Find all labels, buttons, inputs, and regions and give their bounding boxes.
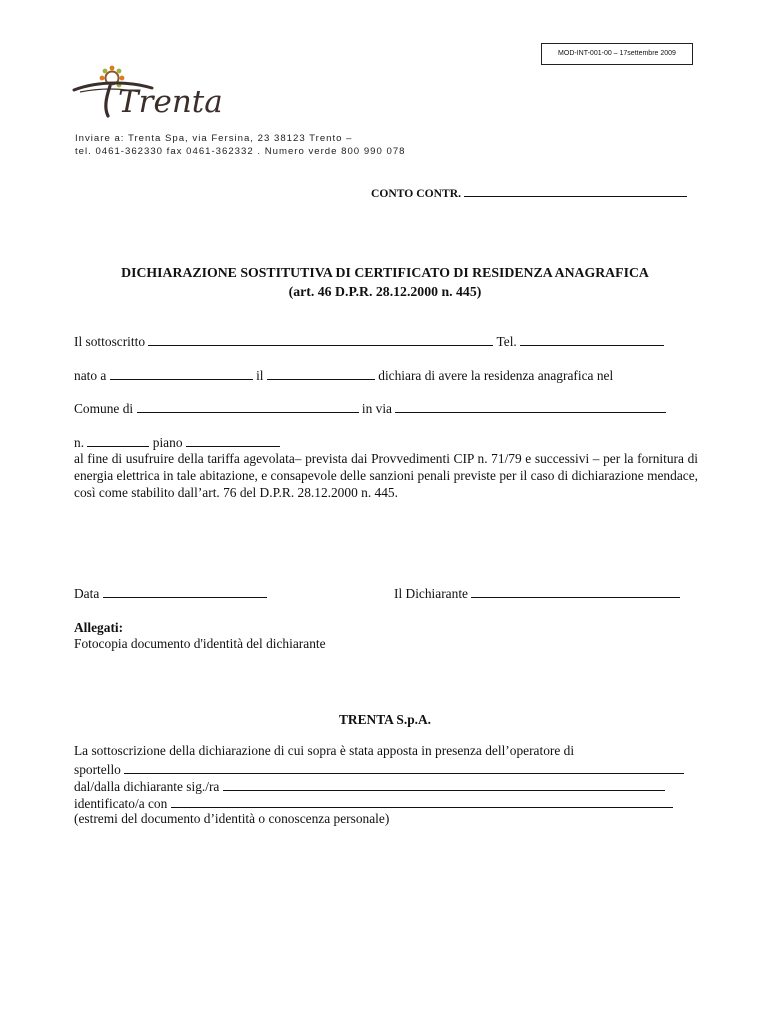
number-label: n. (74, 435, 85, 450)
logo-text: Trenta (118, 84, 223, 120)
date-row (74, 585, 267, 602)
declarant-row (394, 585, 680, 602)
declaration-body: al fine di usufruire della tariffa agevolata– prevista dai Provvedimenti CIP n. 71/79 e successivi – per la fornitura di energia elettrica in tale abitazione, e consapevole delle sanzioni penali previste per il caso di dichiarazione mendace, così come stabilito dall’art. 76 del D.P.R. 28.12.2000 n. 445. (74, 451, 698, 500)
floor-label: piano (152, 435, 183, 450)
declarant-signature-input[interactable] (471, 585, 680, 598)
birth-row (74, 367, 613, 384)
number-input[interactable] (87, 434, 149, 447)
form-code: MOD-INT-001-00 – 17settembre 2009 (558, 50, 676, 57)
birthdate-input[interactable] (267, 367, 375, 380)
counter-input[interactable] (124, 761, 684, 774)
phone-input[interactable] (520, 333, 664, 346)
date-of-birth-label: il (256, 368, 264, 383)
document-title: DICHIARAZIONE SOSTITUTIVA DI CERTIFICATO DI RESIDENZA ANAGRAFICA (121, 265, 649, 280)
identified-input[interactable] (171, 795, 673, 808)
declarant-label: Il Dichiarante (394, 586, 468, 601)
undersigned-input[interactable] (148, 333, 493, 346)
document-subtitle: (art. 46 D.P.R. 28.12.2000 n. 445) (288, 284, 482, 299)
attachments-label: Allegati: (74, 620, 124, 635)
office-statement: La sottoscrizione della dichiarazione di cui sopra è stata apposta in presenza dell’operatore di (74, 743, 575, 758)
number-row (74, 434, 280, 451)
undersigned-row (74, 333, 664, 350)
counter-row (74, 761, 684, 778)
undersigned-label: Il sottoscritto (74, 334, 146, 349)
declares-text: dichiara di avere la residenza anagrafica nel (378, 368, 614, 383)
attachments-item: Fotocopia documento d'identità del dichiarante (74, 636, 326, 651)
date-input[interactable] (103, 585, 267, 598)
account-field (371, 184, 687, 200)
account-input[interactable] (464, 184, 687, 197)
declarant-name-input[interactable] (223, 778, 665, 791)
address-row (74, 400, 666, 417)
birthplace-input[interactable] (110, 367, 253, 380)
phone-label: Tel. (496, 334, 517, 349)
counter-label: sportello (74, 762, 121, 777)
identified-row (74, 795, 673, 812)
trenta-logo (70, 64, 245, 131)
date-label: Data (74, 586, 100, 601)
identified-label: identificato/a con (74, 796, 168, 811)
born-label: nato a (74, 368, 107, 383)
address-line-2: tel. 0461-362330 fax 0461-362332 . Numero verde 800 990 078 (75, 146, 406, 157)
company-title: TRENTA S.p.A. (338, 712, 432, 727)
form-code-box (541, 43, 693, 65)
identity-note: (estremi del documento d’identità o conoscenza personale) (74, 811, 390, 826)
street-label: in via (361, 401, 392, 416)
floor-input[interactable] (186, 434, 280, 447)
declarant-name-label: dal/dalla dichiarante sig./ra (74, 779, 220, 794)
street-input[interactable] (395, 400, 666, 413)
account-label: CONTO CONTR. (371, 187, 461, 200)
address-line-1: Inviare a: Trenta Spa, via Fersina, 23 38123 Trento – (75, 133, 353, 144)
trenta-logo-icon (70, 64, 245, 126)
declarant-name-row (74, 778, 665, 795)
municipality-input[interactable] (137, 400, 359, 413)
municipality-label: Comune di (74, 401, 134, 416)
